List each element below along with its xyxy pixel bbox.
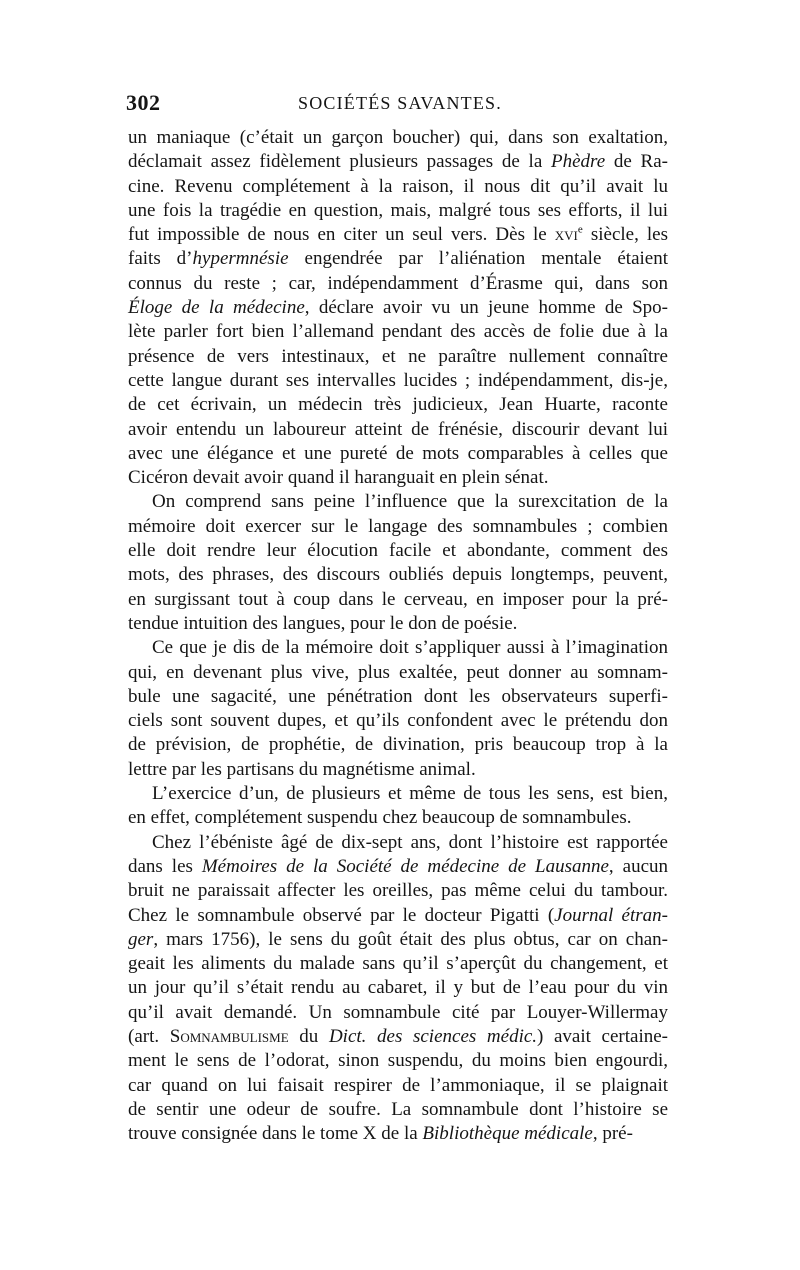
text-line: [128, 661, 668, 685]
text-line: [128, 126, 668, 150]
text-segment: fut impossible de nous en citer un seul vers. Dès le: [128, 224, 555, 246]
text-segment: car quand on lui faisait respirer de l’ammoniaque, il se plaignait: [128, 1074, 668, 1096]
text-line: [128, 1049, 668, 1073]
text-segment: Journal étran-: [554, 904, 668, 926]
text-line: [128, 515, 668, 539]
text-segment: en surgissant tout à coup dans le cerveau, en imposer pour la pré-: [128, 588, 668, 610]
text-line: [128, 709, 668, 733]
text-line: [128, 320, 668, 344]
text-line: [128, 418, 668, 442]
text-segment: , pré-: [592, 1123, 633, 1145]
text-segment: avoir entendu un laboureur atteint de frénésie, discourir devant lui: [128, 418, 668, 440]
text-segment: , mars 1756), le sens du goût était des plus obtus, car on chan-: [153, 928, 668, 950]
text-segment: ger: [128, 928, 154, 950]
text-segment: Chez le somnambule observé par le docteur Pigatti (: [128, 904, 555, 926]
paragraph: [128, 126, 668, 490]
text-line: [128, 1098, 668, 1122]
paragraph: [128, 636, 668, 782]
text-segment: Somnambulisme: [169, 1025, 289, 1047]
running-title: SOCIÉTÉS SAVANTES.: [298, 93, 502, 113]
text-segment: , déclare avoir vu un jeune homme de Spo-: [304, 297, 669, 319]
text-segment: de prévision, de prophétie, de divination, pris beaucoup trop à la: [128, 734, 668, 756]
text-segment: déclamait assez fidèlement plusieurs passages de la: [128, 151, 551, 173]
text-segment: connus du reste ; car, indépendamment d’Érasme qui, dans son: [128, 272, 668, 294]
text-segment: de sentir une odeur de soufre. La somnambule dont l’histoire se: [128, 1098, 668, 1120]
text-line: [128, 272, 668, 296]
text-line: [128, 904, 668, 928]
text-line: [128, 928, 668, 952]
text-segment: lète parler fort bien l’allemand pendant des accès de folie due à la: [128, 321, 668, 343]
text-segment: L’exercice d’un, de plusieurs et même de tous les sens, est bien,: [152, 783, 668, 805]
text-line: [128, 976, 668, 1000]
text-segment: ment le sens de l’odorat, sinon suspendu, du moins bien engourdi,: [128, 1050, 668, 1072]
text-segment: Chez l’ébéniste âgé de dix-sept ans, dont l’histoire est rapportée: [152, 831, 668, 853]
text-line: [128, 806, 668, 830]
text-line: [128, 685, 668, 709]
page-number: 302: [126, 90, 161, 115]
text-line: [128, 952, 668, 976]
text-segment: On comprend sans peine l’influence que la surexcitation de la: [152, 491, 668, 513]
text-segment: tendue intuition des langues, pour le don de poésie.: [128, 612, 518, 634]
text-line: [128, 612, 668, 636]
text-segment: ) avait certaine-: [537, 1025, 668, 1047]
text-line: [128, 782, 668, 806]
text-line: [128, 1001, 668, 1025]
text-segment: de cet écrivain, un médecin très judicieux, Jean Huarte, raconte: [128, 394, 668, 416]
text-segment: cine. Revenu complétement à la raison, il nous dit qu’il avait lu: [128, 175, 668, 197]
text-segment: mots, des phrases, des discours oubliés depuis longtemps, peuvent,: [128, 564, 668, 586]
text-line: [128, 345, 668, 369]
text-segment: dans les: [128, 855, 202, 877]
text-line: [128, 175, 668, 199]
text-segment: Phèdre: [551, 151, 606, 173]
text-segment: geait les aliments du malade sans qu’il s’aperçût du changement, et: [128, 953, 668, 975]
page-header: [126, 90, 674, 120]
text-segment: , aucun: [608, 855, 668, 877]
text-line: [128, 1025, 668, 1049]
paragraph: [128, 782, 668, 831]
text-segment: ciels sont souvent dupes, et qu’ils confondent avec le prétendu don: [128, 710, 668, 732]
text-segment: une fois la tragédie en question, mais, malgré tous ses efforts, il lui: [128, 199, 668, 221]
text-line: [128, 393, 668, 417]
text-segment: un jour qu’il s’était rendu au cabaret, il y but de l’eau pour du vin: [128, 977, 668, 999]
text-line: [128, 466, 668, 490]
text-line: [128, 539, 668, 563]
text-segment: du: [288, 1025, 329, 1047]
text-line: [128, 150, 668, 174]
text-segment: xvi: [554, 224, 578, 246]
text-segment: un maniaque (c’était un garçon boucher) qui, dans son exaltation,: [128, 127, 668, 148]
text-segment: qui, en devenant plus vive, plus exaltée, peut donner au somnam-: [128, 661, 668, 683]
text-line: [128, 563, 668, 587]
text-segment: qu’il avait demandé. Un somnambule cité par Louyer-Willermay: [128, 1001, 668, 1023]
text-line: [128, 879, 668, 903]
text-segment: Ce que je dis de la mémoire doit s’appliquer aussi à l’imagination: [152, 637, 668, 659]
text-line: [128, 588, 668, 612]
text-line: [128, 199, 668, 223]
text-segment: en effet, complétement suspendu chez beaucoup de somnambules.: [128, 807, 632, 829]
text-segment: Dict. des sciences médic.: [328, 1025, 538, 1047]
text-line: [128, 733, 668, 757]
text-line: [128, 296, 668, 320]
text-line: [128, 369, 668, 393]
text-segment: mémoire doit exercer sur le langage des somnambules ; combien: [128, 515, 668, 537]
text-segment: Cicéron devait avoir quand il haranguait en plein sénat.: [128, 467, 549, 489]
text-segment: cette langue durant ses intervalles lucides ; indépendamment, dis-je,: [128, 369, 668, 391]
body-text: [128, 126, 668, 1146]
text-line: [128, 758, 668, 782]
text-segment: trouve consignée dans le tome X de la: [128, 1123, 423, 1145]
text-segment: faits d’: [128, 248, 193, 270]
text-line: [128, 1074, 668, 1098]
text-segment: de Ra-: [605, 151, 668, 173]
text-line: [128, 223, 668, 247]
text-line: [128, 636, 668, 660]
paragraph: [128, 490, 668, 636]
text-line: [128, 247, 668, 271]
text-segment: Bibliothèque médicale: [422, 1123, 593, 1145]
text-segment: hypermnésie: [192, 248, 289, 270]
text-segment: présence de vers intestinaux, et ne paraître nullement connaître: [128, 345, 668, 367]
text-segment: bruit ne paraissait affecter les oreilles, pas même celui du tambour.: [128, 880, 668, 902]
text-line: [128, 1122, 668, 1146]
text-segment: elle doit rendre leur élocution facile et abondante, comment des: [128, 540, 668, 562]
text-line: [128, 831, 668, 855]
text-segment: lettre par les partisans du magnétisme animal.: [128, 758, 476, 780]
text-segment: avec une élégance et une pureté de mots comparables à celles que: [128, 442, 668, 464]
paragraph: [128, 831, 668, 1147]
text-line: [128, 442, 668, 466]
text-segment: Éloge de la médecine: [128, 297, 305, 319]
text-segment: e: [577, 223, 583, 236]
text-segment: bule une sagacité, une pénétration dont les observateurs superfi-: [128, 685, 668, 707]
text-segment: (art.: [128, 1025, 170, 1047]
text-segment: Mémoires de la Société de médecine de Lausanne: [201, 855, 609, 877]
text-segment: siècle, les: [582, 224, 668, 246]
text-line: [128, 855, 668, 879]
text-line: [128, 490, 668, 514]
text-segment: engendrée par l’aliénation mentale étaient: [288, 248, 668, 270]
